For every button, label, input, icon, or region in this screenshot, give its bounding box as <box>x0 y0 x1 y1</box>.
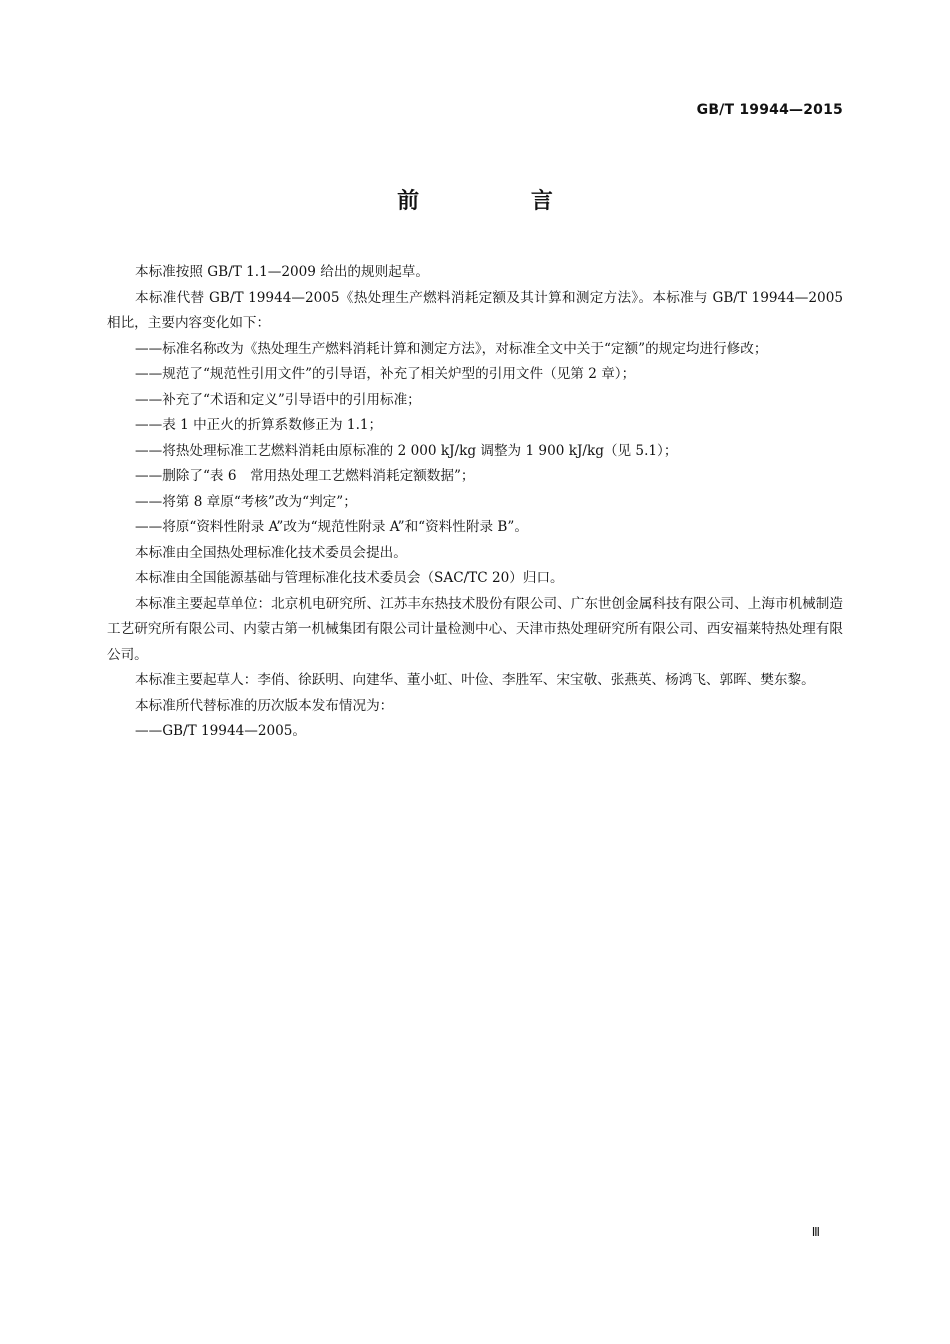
history-item: ——GB/T 19944—2005。 <box>135 723 307 739</box>
change-item: ——将热处理标准工艺燃料消耗由原标准的 2 000 kJ/kg 调整为 1 900 kJ/kg（见 5.1）； <box>135 442 678 459</box>
paragraph-proposer: 本标准由全国热处理标准化技术委员会提出。 <box>135 544 407 561</box>
change-item: ——规范了“规范性引用文件”的引导语，补充了相关炉型的引用文件（见第 2 章）； <box>135 366 636 382</box>
page-number: Ⅲ <box>811 1225 820 1239</box>
paragraph-drafting-rules: 本标准按照 GB/T 1.1—2009 给出的规则起草。 <box>135 264 429 280</box>
paragraph-history-intro: 本标准所代替标准的历次版本发布情况为： <box>135 697 394 714</box>
change-item: ——表 1 中正火的折算系数修正为 1.1； <box>135 417 383 433</box>
change-item: ——补充了“术语和定义”引导语中的引用标准； <box>135 391 421 408</box>
change-item: ——标准名称改为《热处理生产燃料消耗计算和测定方法》，对标准全文中关于“定额”的规定均进行修改； <box>135 340 768 357</box>
document-body <box>107 260 843 745</box>
page-title: 前 言 <box>397 189 605 214</box>
paragraph-replacement: 本标准代替 GB/T 19944—2005《热处理生产燃料消耗定额及其计算和测定方法》。本标准与 GB/T 19944—2005 相比，主要内容变化如下： <box>107 289 843 331</box>
change-item: ——将原“资料性附录 A”改为“规范性附录 A”和“资料性附录 B”。 <box>135 519 528 535</box>
paragraph-drafting-units: 本标准主要起草单位：北京机电研究所、江苏丰东热技术股份有限公司、广东世创金属科技有限公司、上海市机械制造工艺研究所有限公司、内蒙古第一机械集团有限公司计量检测中心、天津市热处理研究所有限公司、西安福莱特热处理有限公司。 <box>107 595 843 663</box>
paragraph-drafters: 本标准主要起草人：李俏、徐跃明、向建华、董小虹、叶俭、李胜军、宋宝敬、张燕英、杨鸿飞、郭晖、樊东黎。 <box>135 672 815 688</box>
change-item: ——将第 8 章原“考核”改为“判定”； <box>135 493 357 510</box>
change-item: ——删除了“表 6 常用热处理工艺燃料消耗定额数据”； <box>135 468 475 484</box>
standard-code: GB/T 19944—2015 <box>696 102 843 118</box>
paragraph-administrator: 本标准由全国能源基础与管理标准化技术委员会（SAC/TC 20）归口。 <box>135 570 564 586</box>
